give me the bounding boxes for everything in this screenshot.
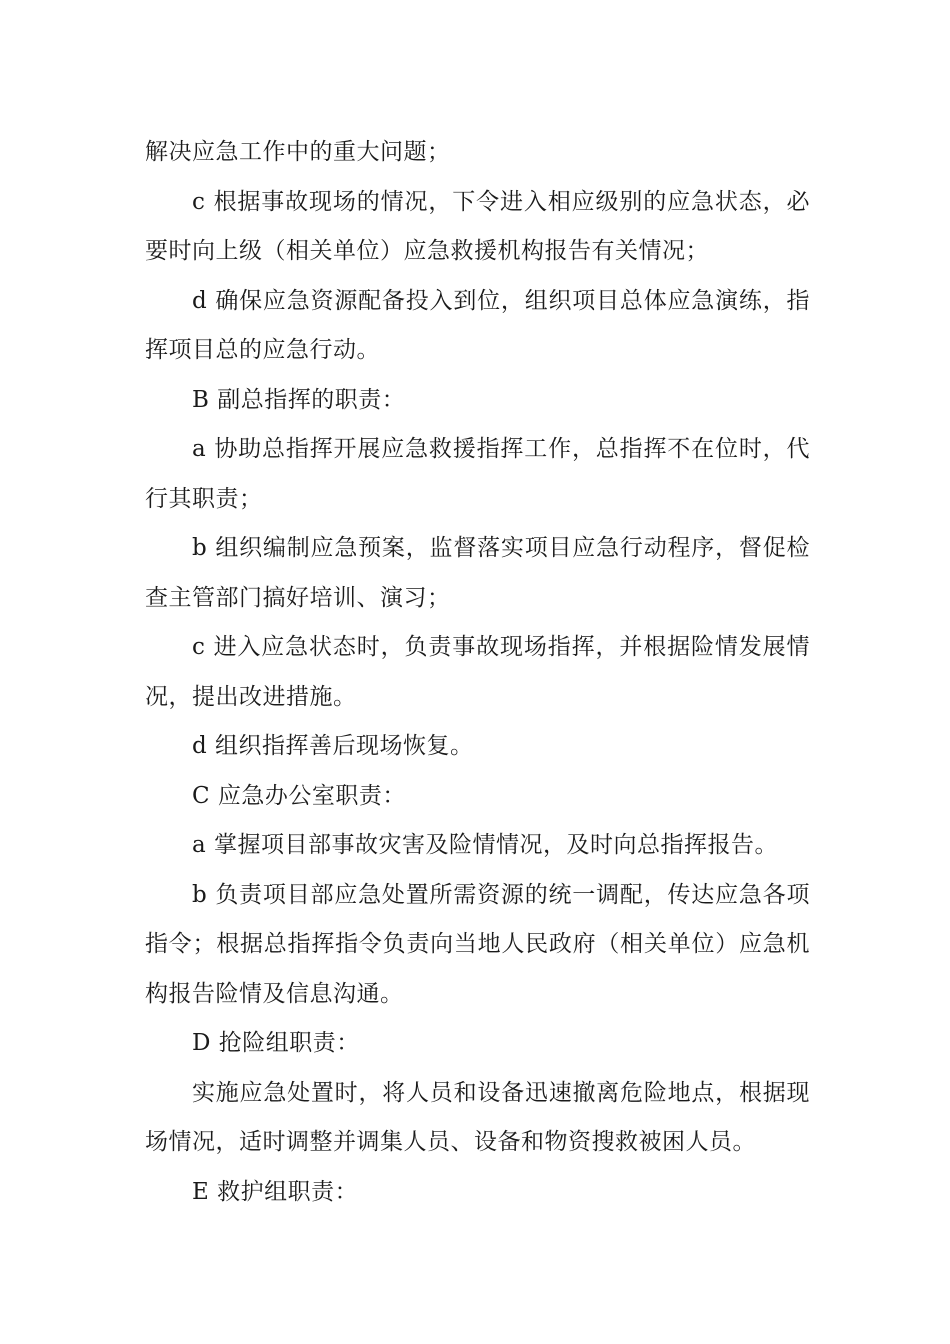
paragraph-item-c-onsite: c 进入应急状态时，负责事故现场指挥，并根据险情发展情况，提出改进措施。 bbox=[145, 634, 810, 710]
section-heading-medical-team: E 救护组职责： bbox=[192, 1178, 359, 1205]
paragraph-item-b-plan: b 组织编制应急预案，监督落实项目应急行动程序，督促检查主管部门搞好培训、演习； bbox=[145, 535, 810, 611]
paragraph-rescue-duties: 实施应急处置时，将人员和设备迅速撤离危险地点，根据现场情况，适时调整并调集人员、设备和物资搜救被困人员。 bbox=[145, 1079, 810, 1155]
paragraph-item-c-command: c 根据事故现场的情况，下令进入相应级别的应急状态，必要时向上级（相关单位）应急救援机构报告有关情况； bbox=[145, 188, 810, 264]
paragraph-item-d-resources: d 确保应急资源配备投入到位，组织项目总体应急演练，指挥项目总的应急行动。 bbox=[145, 287, 810, 363]
paragraph-item-b-allocate: b 负责项目部应急处置所需资源的统一调配，传达应急各项指令；根据总指挥指令负责向当地人民政府（相关单位）应急机构报告险情及信息沟通。 bbox=[145, 881, 810, 1007]
paragraph-item-a-report: a 掌握项目部事故灾害及险情情况，及时向总指挥报告。 bbox=[192, 832, 779, 858]
paragraph-continuation: 解决应急工作中的重大问题； bbox=[145, 139, 451, 165]
section-heading-deputy-commander: B 副总指挥的职责： bbox=[192, 386, 406, 413]
section-heading-rescue-team: D 抢险组职责： bbox=[192, 1030, 360, 1056]
section-heading-emergency-office: C 应急办公室职责： bbox=[192, 782, 406, 809]
paragraph-item-d-recovery: d 组织指挥善后现场恢复。 bbox=[192, 733, 474, 759]
document-body bbox=[145, 128, 810, 1217]
paragraph-item-a-assist: a 协助总指挥开展应急救援指挥工作，总指挥不在位时，代行其职责； bbox=[145, 436, 810, 512]
